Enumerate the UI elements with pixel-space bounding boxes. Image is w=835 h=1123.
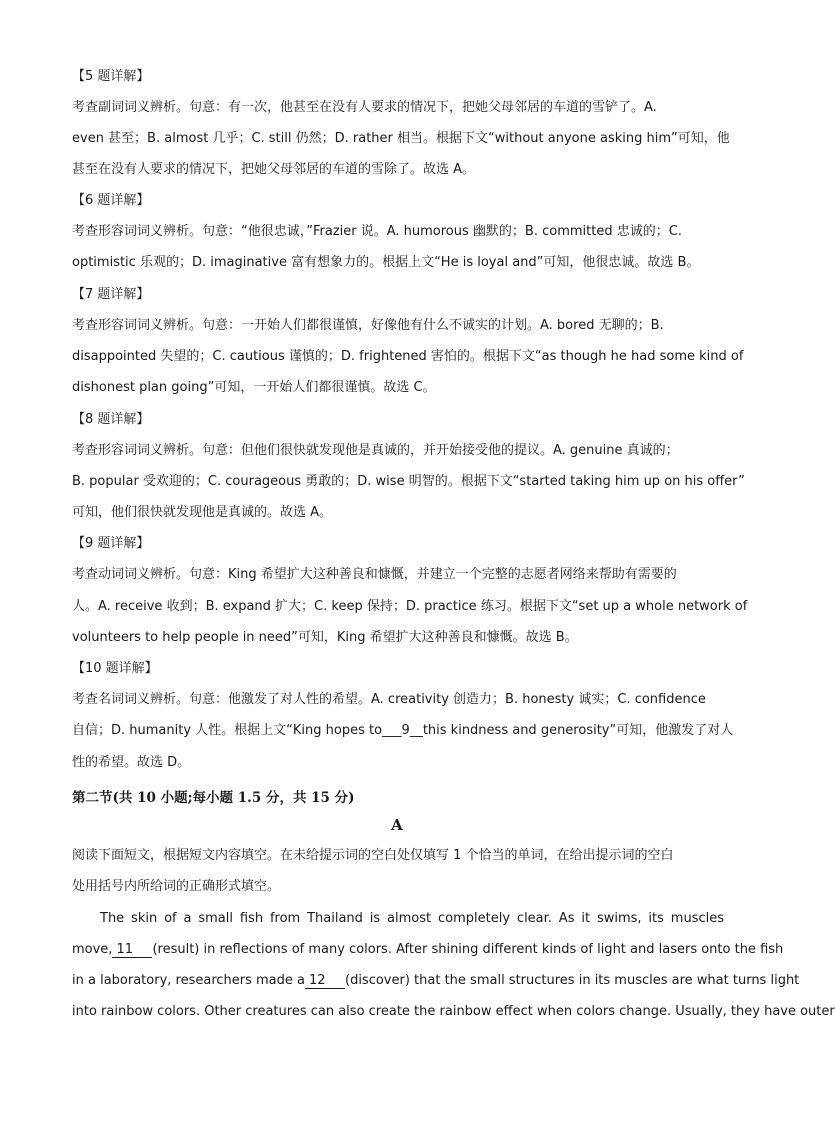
q6-heading: 【6 题详解】 [72, 193, 150, 208]
q7-line-3: dishonest plan going”可知，一开始人们都很谨慎。故选 C。 [72, 380, 436, 395]
q9-line-3: volunteers to help people in need”可知，King 希望扩大这种善良和慷慨。故选 B。 [72, 630, 578, 645]
q9-heading: 【9 题详解】 [72, 536, 150, 551]
passage-line-1: The skin of a small fish from Thailand is almost completely clear. As it swims, its muscles [100, 911, 724, 926]
q9-line-2: 人。A. receive 收到；B. expand 扩大；C. keep 保持；D. practice 练习。根据下文“set up a whole network of [72, 599, 748, 614]
q10-line-3: 性的希望。故选 D。 [72, 755, 191, 770]
part-title: A [391, 816, 403, 834]
passage-line-2 [72, 941, 784, 959]
q6-line-2: optimistic 乐观的；D. imaginative 富有想象力的。根据上文“He is loyal and”可知，他很忠诚。故选 B。 [72, 255, 700, 270]
instructions-line-1: 阅读下面短文，根据短文内容填空。在未给提示词的空白处仅填写 1 个恰当的单词，在给出提示词的空白 [72, 848, 674, 863]
q7-heading: 【7 题详解】 [72, 287, 150, 302]
q10-heading: 【10 题详解】 [72, 661, 158, 676]
blank-11: 11 [112, 943, 152, 958]
q8-line-2: B. popular 受欢迎的；C. courageous 勇敢的；D. wise 明智的。根据下文“started taking him up on his offer” [72, 474, 745, 489]
q7-line-2: disappointed 失望的；C. cautious 谨慎的；D. frightened 害怕的。根据下文“as though he had some kind of [72, 349, 744, 364]
q10-line-2: 自信；D. humanity 人性。根据上文“King hopes to___9__this kindness and generosity”可知，他激发了对人 [72, 723, 734, 738]
passage-line-2-post: (result) in reflections of many colors. After shining different kinds of light and lasers onto the fish [152, 942, 784, 957]
passage-line-3-post: (discover) that the small structures in its muscles are what turns light [345, 973, 800, 988]
q10-line-1: 考查名词词义辨析。句意：他激发了对人性的希望。A. creativity 创造力；B. honesty 诚实；C. confidence [72, 692, 706, 707]
q7-line-1: 考查形容词词义辨析。句意：一开始人们都很谨慎，好像他有什么不诚实的计划。A. bored 无聊的；B. [72, 318, 664, 333]
q9-line-1: 考查动词词义辨析。句意：King 希望扩大这种善良和慷慨，并建立一个完整的志愿者网络来帮助有需要的 [72, 567, 677, 582]
q6-line-1: 考查形容词词义辨析。句意：“他很忠诚，”Frazier 说。A. humorous 幽默的；B. committed 忠诚的；C. [72, 224, 682, 239]
passage-line-3 [72, 972, 800, 990]
q8-line-1: 考查形容词词义辨析。句意：但他们很快就发现他是真诚的，并开始接受他的提议。A. genuine 真诚的； [72, 443, 679, 458]
passage-line-3-pre: in a laboratory, researchers made a [72, 973, 305, 988]
q5-line-2: even 甚至；B. almost 几乎；C. still 仍然；D. rather 相当。根据下文“without anyone asking him”可知，他 [72, 131, 730, 146]
q5-heading: 【5 题详解】 [72, 69, 150, 84]
blank-12: 12 [305, 974, 345, 989]
instructions-line-2: 处用括号内所给词的正确形式填空。 [72, 879, 281, 894]
q8-line-3: 可知，他们很快就发现他是真诚的。故选 A。 [72, 505, 333, 520]
q5-line-3: 甚至在没有人要求的情况下，把她父母邻居的车道的雪除了。故选 A。 [72, 162, 476, 177]
q5-line-1: 考查副词词义辨析。句意：有一次，他甚至在没有人要求的情况下，把她父母邻居的车道的雪铲了。A. [72, 100, 657, 115]
q8-heading: 【8 题详解】 [72, 412, 150, 427]
passage-line-4: into rainbow colors. Other creatures can also create the rainbow effect when colors change. Usually, they have outer [72, 1004, 835, 1019]
section-title: 第二节(共 10 小题;每小题 1.5 分，共 15 分) [72, 790, 355, 806]
passage-line-2-pre: move, [72, 942, 113, 957]
